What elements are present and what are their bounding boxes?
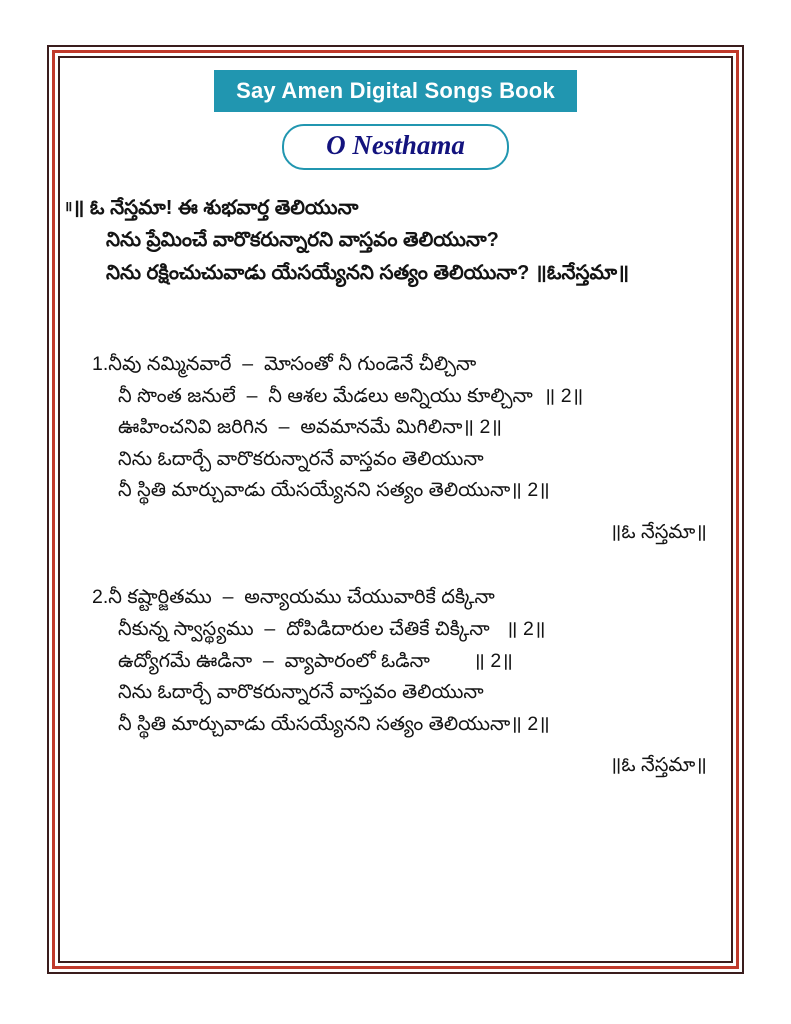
spacer [60, 289, 731, 315]
stanza-line: నిను ఓదార్చే వారొకరున్నారనే వాస్తవం తెలియునా [118, 681, 484, 704]
stanza-line-text: నీ కష్టార్జితము – అన్యాయము చేయువారికే దక్కినా [108, 586, 495, 609]
chorus-line-text: ॥ ఓ నేస్తమా! ఈ శుభవార్త తెలియునా [72, 196, 359, 219]
stanza-line: నీ స్థితి మార్చువాడు యేసయ్యేనని సత్యం తెలియునా॥ 2॥ [118, 479, 550, 502]
chorus-line: నిను రక్షించుచువాడు యేసయ్యేనని సత్యం తెలియునా? ॥ఓనేస్తమా॥ [106, 261, 630, 284]
stanza-number: 1. [92, 352, 109, 375]
chorus-line [64, 192, 731, 224]
stanza-number: 2. [92, 586, 109, 609]
chorus-block [60, 192, 731, 289]
stanza-line: నిను ఓదార్చే వారొకరున్నారనే వాస్తవం తెలియునా [118, 447, 484, 470]
stanza-line: నీ స్థితి మార్చువాడు యేసయ్యేనని సత్యం తెలియునా॥ 2॥ [118, 712, 550, 735]
stanza-line: ఉద్యోగమే ఊడినా – వ్యాపారంలో ఓడినా ॥ 2॥ [118, 649, 513, 672]
stanza-line: ఊహించనివి జరిగిన – అవమానమే మిగిలినా॥ 2॥ [118, 416, 503, 439]
stanza-line [92, 349, 731, 381]
stanza-refrain: ॥ఓ నేస్తమా॥ [609, 754, 707, 777]
stanza-line [92, 582, 731, 614]
stanza-2 [60, 582, 731, 781]
song-title-container [60, 124, 731, 170]
stanza-line-text: నీవు నమ్మినవారే – మోసంతో నీ గుండెనే చీల్చినా [108, 352, 477, 375]
stanza-1 [60, 349, 731, 548]
banner-container [60, 70, 731, 112]
book-title-banner: Say Amen Digital Songs Book [214, 70, 577, 112]
song-title: O Nesthama [282, 124, 509, 170]
stanza-line: నీకున్న స్వాస్థ్యము – దోపిడిదారుల చేతికే చిక్కినా ॥ 2॥ [118, 618, 546, 640]
chorus-lead-mark: ॥ [64, 197, 73, 214]
chorus-line: నిను ప్రేమించే వారొకరున్నారని వాస్తవం తెలియునా? [106, 229, 499, 252]
document-content [60, 57, 731, 962]
stanza-line: నీ సొంత జనులే – నీ ఆశల మేడలు అన్నియు కూల్చినా ॥ 2॥ [118, 384, 584, 407]
lyrics-body [60, 192, 731, 782]
stanza-refrain: ॥ఓ నేస్తమా॥ [609, 520, 707, 543]
